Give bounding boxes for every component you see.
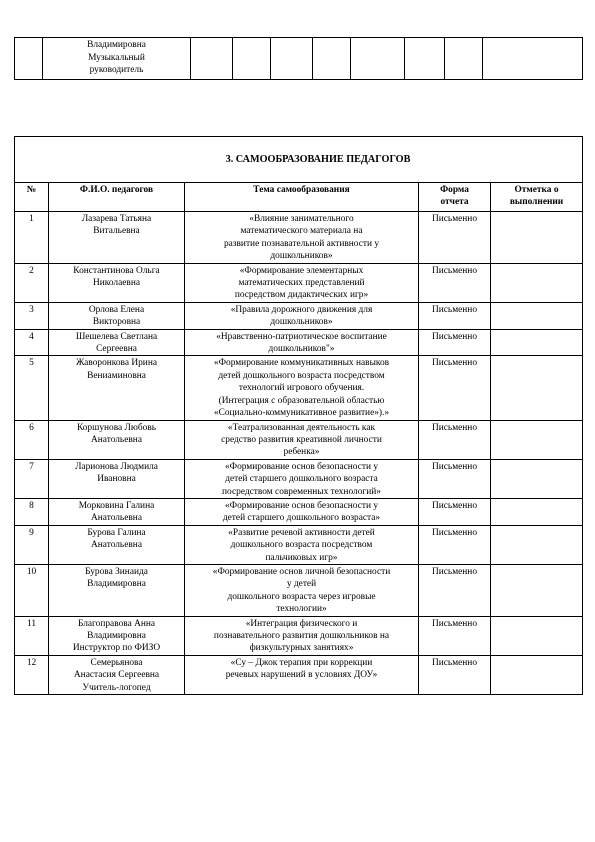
top-name-line: руководитель [89,65,144,75]
topic-line: «Правила дорожного движения для [230,304,373,315]
row-num: 12 [15,655,49,694]
table-row [15,263,583,302]
table-row [15,459,583,498]
teacher-name-line: Анатольевна [91,434,142,445]
top-cell [351,38,405,80]
top-cell [445,38,483,80]
top-cell-name [43,38,191,80]
report-form: Письменно [419,356,491,420]
teacher-name-line: Викторовна [92,317,141,328]
row-num: 4 [15,329,49,356]
row-num: 2 [15,263,49,302]
topic-line: «Социально-коммуникативное развитие»).» [213,408,390,419]
top-cell [483,38,583,80]
education-topic [185,655,419,694]
topic-line: «Нравственно-патриотическое воспитание [216,331,387,342]
table-row [15,525,583,564]
teacher-name-line: Владимировна [87,579,146,590]
teacher-name [49,302,185,329]
topic-line: (Интеграция с образовательной областью [218,395,385,406]
teacher-name-line: Орлова Елена [88,304,145,315]
completion-mark [491,564,583,616]
teacher-name-line: Шешелева Светлана [75,331,158,342]
header-mark-line: Отметка о [514,185,559,195]
topic-line: средство развития креативной личности [221,434,382,445]
report-form: Письменно [419,525,491,564]
completion-mark [491,498,583,525]
completion-mark [491,525,583,564]
topic-line: дошкольников» [270,251,333,262]
self-education-table [14,136,583,695]
topic-line: «Развитие речевой активности детей [228,527,375,538]
topic-line: математического материала на [240,226,363,237]
teacher-name-line: Морковина Галина [78,500,155,511]
education-topic [185,525,419,564]
row-num: 9 [15,525,49,564]
top-name-line: Музыкальный [88,52,145,63]
education-topic [185,212,419,264]
report-form: Письменно [419,302,491,329]
table-row [15,329,583,356]
top-cell-num [15,38,43,80]
teacher-name-line: Николаевна [92,278,141,289]
topic-line: математических представлений [238,278,365,289]
table-row [15,420,583,459]
teacher-name-line: Бурова Галина [87,527,146,538]
teacher-name-line: Жаворонкова Ирина [76,358,157,369]
teacher-name [49,263,185,302]
topic-line: физкультурных занятиях» [249,643,354,654]
teacher-name-line: Витальевна [93,226,140,237]
top-cell [191,38,233,80]
teacher-name-line: Бурова Зинаида [85,566,148,577]
teacher-name [49,459,185,498]
topic-line: технологий игрового обучения. [238,383,365,394]
teacher-name-line: Семерьянова [90,657,143,668]
previous-table-fragment [14,37,583,80]
report-form: Письменно [419,498,491,525]
education-topic [185,459,419,498]
completion-mark [491,616,583,655]
header-form-line: отчета [440,197,469,208]
teacher-name [49,655,185,694]
teacher-name-line: Сергеевна [96,344,137,355]
topic-line: развитие познавательной активности у [223,238,380,249]
row-num: 11 [15,616,49,655]
completion-mark [491,356,583,420]
top-cell [405,38,445,80]
teacher-name-line: Анастасия Сергеевна [73,670,160,681]
completion-mark [491,302,583,329]
education-topic [185,302,419,329]
topic-line: дошкольного возраста через игровые [227,591,376,602]
teacher-name-line: Ивановна [97,474,136,485]
teacher-name [49,616,185,655]
header-mark [491,183,583,212]
topic-line: «Формирование основ личной безопасности [212,566,391,577]
row-num: 5 [15,356,49,420]
teacher-name [49,420,185,459]
header-row [15,183,583,212]
header-name: Ф.И.О. педагогов [49,183,185,212]
completion-mark [491,212,583,264]
table-row [15,498,583,525]
topic-line: «Интеграция физического и [245,618,358,629]
teacher-name-line: Коршунова Любовь [76,422,157,433]
education-topic [185,498,419,525]
row-num: 10 [15,564,49,616]
table-row [15,655,583,694]
completion-mark [491,655,583,694]
education-topic [185,564,419,616]
teacher-name-line: Учитель-логопед [82,682,151,693]
education-topic [185,329,419,356]
top-name-line: Владимировна [87,40,146,50]
teacher-name-line: Вениаминовна [87,370,146,381]
top-cell [313,38,351,80]
teacher-name-line: Ларионова Людмила [75,461,158,472]
table-row [15,564,583,616]
teacher-name-line: Анатольевна [91,513,142,524]
header-mark-line: выполнении [509,197,564,208]
row-num: 1 [15,212,49,264]
topic-line: познавательного развития дошкольников на [213,631,390,641]
topic-line: у детей [286,579,317,590]
completion-mark [491,329,583,356]
report-form: Письменно [419,329,491,356]
completion-mark [491,459,583,498]
topic-line: посредством дидактических игр» [234,290,369,301]
report-form: Письменно [419,420,491,459]
report-form: Письменно [419,655,491,694]
teacher-name-line: Анатольевна [91,540,142,551]
report-form: Письменно [419,212,491,264]
header-num: № [15,183,49,212]
teacher-name [49,564,185,616]
header-form-line: Форма [440,185,469,195]
section-title: 3. САМООБРАЗОВАНИЕ ПЕДАГОГОВ [15,137,583,183]
topic-line: технологии» [276,604,327,615]
topic-line: «Формирование основ безопасности у [224,461,379,472]
completion-mark [491,263,583,302]
topic-line: пальчиковых игр» [265,552,338,563]
teacher-name [49,525,185,564]
teacher-name-line: Владимировна [87,631,146,641]
table-row [15,212,583,264]
topic-line: «Формирование основ безопасности у [224,500,379,511]
topic-line: «Су – Джок терапия при коррекции [230,657,373,668]
topic-line: дошкольников"» [268,344,335,355]
teacher-name [49,329,185,356]
teacher-name-line: Лазарева Татьяна [81,214,152,224]
topic-line: «Формирование элементарных [239,265,364,276]
completion-mark [491,420,583,459]
topic-line: дошкольников» [270,317,333,328]
topic-line: детей старшего дошкольного возраста» [222,513,381,524]
teacher-name-line: Инструктор по ФИЗО [72,643,161,654]
education-topic [185,616,419,655]
education-topic [185,420,419,459]
education-topic [185,263,419,302]
top-cell [233,38,271,80]
table-row [15,302,583,329]
report-form: Письменно [419,616,491,655]
report-form: Письменно [419,263,491,302]
teacher-name [49,212,185,264]
header-form [419,183,491,212]
topic-line: детей дошкольного возраста посредством [218,370,385,381]
education-topic [185,356,419,420]
report-form: Письменно [419,459,491,498]
top-cell [271,38,313,80]
header-topic: Тема самообразования [185,183,419,212]
row-num: 3 [15,302,49,329]
teacher-name-line: Константинова Ольга [73,265,160,276]
table-row [15,356,583,420]
teacher-name-line: Благоправова Анна [77,618,156,629]
row-num: 7 [15,459,49,498]
row-num: 8 [15,498,49,525]
topic-line: «Влияние занимательного [249,214,354,224]
topic-line: речевых нарушений в условиях ДОУ» [225,670,378,681]
topic-line: посредством современных технологий» [222,486,381,497]
table-row [15,616,583,655]
teacher-name [49,356,185,420]
teacher-name [49,498,185,525]
topic-line: дошкольного возраста посредством [230,540,373,551]
topic-line: детей старшего дошкольного возраста [225,474,378,485]
row-num: 6 [15,420,49,459]
topic-line: ребенка» [283,447,320,458]
topic-line: «Театрализованная деятельность как [227,422,376,433]
topic-line: «Формирование коммуникативных навыков [213,358,390,369]
report-form: Письменно [419,564,491,616]
